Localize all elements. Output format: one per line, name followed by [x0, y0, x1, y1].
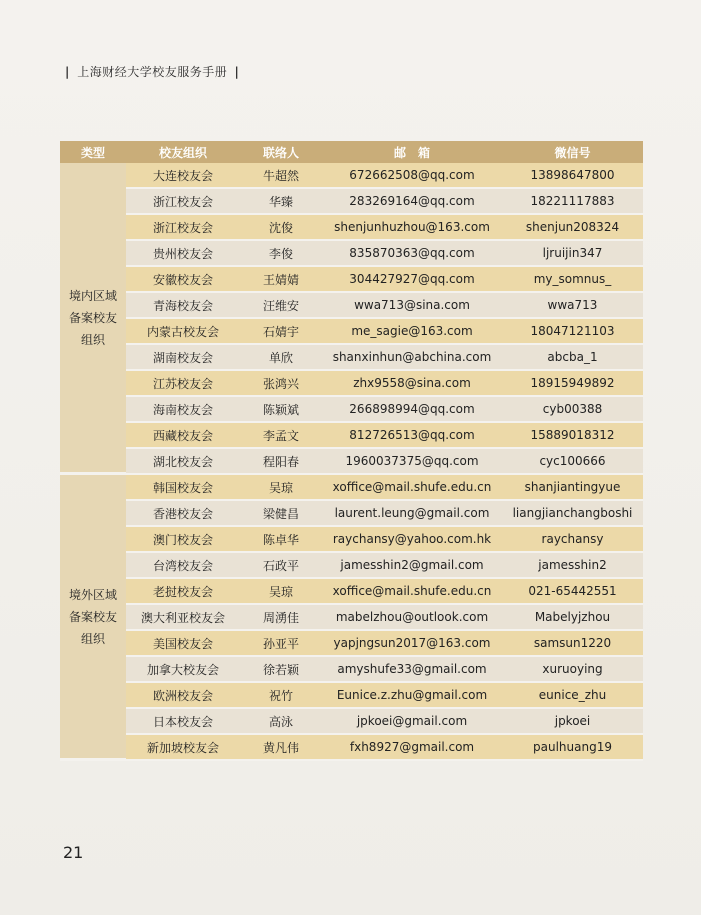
- type-label-line: 备案校友: [68, 310, 117, 325]
- email-cell: fxh8927@gmail.com: [322, 735, 502, 761]
- contact-cell: 程阳春: [240, 449, 322, 475]
- table-row: [60, 215, 643, 241]
- email-cell: 1960037375@qq.com: [322, 449, 502, 475]
- wechat-cell: Mabelyjzhou: [502, 605, 643, 631]
- table-row: [60, 449, 643, 475]
- wechat-cell: xuruoying: [502, 657, 643, 683]
- contact-cell: 石政平: [240, 553, 322, 579]
- table-row: [60, 501, 643, 527]
- email-cell: mabelzhou@outlook.com: [322, 605, 502, 631]
- email-cell: Eunice.z.zhu@gmail.com: [322, 683, 502, 709]
- contact-cell: 王婧婧: [240, 267, 322, 293]
- contact-cell: 李孟文: [240, 423, 322, 449]
- wechat-cell: shenjun208324: [502, 215, 643, 241]
- contact-cell: 梁健昌: [240, 501, 322, 527]
- email-cell: yapjngsun2017@163.com: [322, 631, 502, 657]
- table-row: [60, 319, 643, 345]
- type-label-line: 组织: [80, 332, 105, 347]
- wechat-cell: 13898647800: [502, 163, 643, 189]
- wechat-cell: raychansy: [502, 527, 643, 553]
- contact-cell: 吴琼: [240, 579, 322, 605]
- header-bar-left: |: [65, 65, 70, 79]
- column-header-wechat: 微信号: [502, 141, 643, 163]
- email-cell: 266898994@qq.com: [322, 397, 502, 423]
- email-cell: zhx9558@sina.com: [322, 371, 502, 397]
- contact-cell: 陈卓华: [240, 527, 322, 553]
- page-number: 21: [63, 843, 84, 862]
- wechat-cell: samsun1220: [502, 631, 643, 657]
- organization-cell: 老挝校友会: [126, 579, 240, 605]
- organization-cell: 澳门校友会: [126, 527, 240, 553]
- table-row: [60, 345, 643, 371]
- table-row: [60, 397, 643, 423]
- table-row: [60, 631, 643, 657]
- organization-cell: 西藏校友会: [126, 423, 240, 449]
- table-row: [60, 579, 643, 605]
- wechat-cell: 15889018312: [502, 423, 643, 449]
- type-cell: [60, 475, 126, 761]
- table-row: [60, 371, 643, 397]
- wechat-cell: paulhuang19: [502, 735, 643, 761]
- header-bar-right: |: [234, 65, 240, 79]
- type-cell: [60, 163, 126, 475]
- wechat-cell: wwa713: [502, 293, 643, 319]
- wechat-cell: abcba_1: [502, 345, 643, 371]
- wechat-cell: liangjianchangboshi: [502, 501, 643, 527]
- table-row: [60, 657, 643, 683]
- table-row: [60, 423, 643, 449]
- organization-cell: 日本校友会: [126, 709, 240, 735]
- wechat-cell: eunice_zhu: [502, 683, 643, 709]
- wechat-cell: ljruijin347: [502, 241, 643, 267]
- email-cell: amyshufe33@gmail.com: [322, 657, 502, 683]
- running-header: [62, 63, 242, 80]
- email-cell: wwa713@sina.com: [322, 293, 502, 319]
- column-header-email: 邮 箱: [322, 141, 502, 163]
- wechat-cell: 18221117883: [502, 189, 643, 215]
- contact-cell: 牛超然: [240, 163, 322, 189]
- organization-cell: 新加坡校友会: [126, 735, 240, 761]
- table-row: [60, 527, 643, 553]
- table-row: [60, 553, 643, 579]
- email-cell: shenjunhuzhou@163.com: [322, 215, 502, 241]
- email-cell: 283269164@qq.com: [322, 189, 502, 215]
- table-row: [60, 189, 643, 215]
- table-row: [60, 709, 643, 735]
- organization-cell: 美国校友会: [126, 631, 240, 657]
- wechat-cell: 021-65442551: [502, 579, 643, 605]
- table-row: [60, 293, 643, 319]
- email-cell: 835870363@qq.com: [322, 241, 502, 267]
- organization-cell: 江苏校友会: [126, 371, 240, 397]
- email-cell: jamesshin2@gmail.com: [322, 553, 502, 579]
- table-header-row: [60, 141, 643, 163]
- email-cell: jpkoei@gmail.com: [322, 709, 502, 735]
- organization-cell: 欧洲校友会: [126, 683, 240, 709]
- organization-cell: 贵州校友会: [126, 241, 240, 267]
- table-row: [60, 735, 643, 761]
- organization-cell: 湖北校友会: [126, 449, 240, 475]
- table-row: [60, 241, 643, 267]
- contact-cell: 周湧佳: [240, 605, 322, 631]
- organization-cell: 湖南校友会: [126, 345, 240, 371]
- email-cell: laurent.leung@gmail.com: [322, 501, 502, 527]
- organization-cell: 澳大利亚校友会: [126, 605, 240, 631]
- organization-cell: 大连校友会: [126, 163, 240, 189]
- email-cell: 672662508@qq.com: [322, 163, 502, 189]
- table-row: [60, 163, 643, 189]
- column-header-contact: 联络人: [240, 141, 322, 163]
- email-cell: xoffice@mail.shufe.edu.cn: [322, 475, 502, 501]
- organization-cell: 加拿大校友会: [126, 657, 240, 683]
- alumni-contact-table: [60, 141, 643, 761]
- organization-cell: 海南校友会: [126, 397, 240, 423]
- organization-cell: 香港校友会: [126, 501, 240, 527]
- type-label-line: 备案校友: [68, 609, 117, 624]
- table-row: [60, 475, 643, 501]
- contact-cell: 吴琼: [240, 475, 322, 501]
- wechat-cell: my_somnus_: [502, 267, 643, 293]
- contact-cell: 单欣: [240, 345, 322, 371]
- column-header-organization: 校友组织: [126, 141, 240, 163]
- type-label-line: 组织: [80, 631, 105, 646]
- email-cell: raychansy@yahoo.com.hk: [322, 527, 502, 553]
- contact-cell: 沈俊: [240, 215, 322, 241]
- contact-cell: 祝竹: [240, 683, 322, 709]
- contact-cell: 张鸿兴: [240, 371, 322, 397]
- wechat-cell: jpkoei: [502, 709, 643, 735]
- table-row: [60, 267, 643, 293]
- contact-cell: 华臻: [240, 189, 322, 215]
- table-row: [60, 605, 643, 631]
- contact-cell: 黄凡伟: [240, 735, 322, 761]
- contact-cell: 李俊: [240, 241, 322, 267]
- wechat-cell: cyb00388: [502, 397, 643, 423]
- organization-cell: 台湾校友会: [126, 553, 240, 579]
- contact-cell: 孙亚平: [240, 631, 322, 657]
- column-header-type: 类型: [60, 141, 126, 163]
- email-cell: me_sagie@163.com: [322, 319, 502, 345]
- email-cell: 812726513@qq.com: [322, 423, 502, 449]
- organization-cell: 安徽校友会: [126, 267, 240, 293]
- organization-cell: 韩国校友会: [126, 475, 240, 501]
- contact-cell: 徐若颖: [240, 657, 322, 683]
- organization-cell: 浙江校友会: [126, 215, 240, 241]
- contact-cell: 石婧宇: [240, 319, 322, 345]
- organization-cell: 浙江校友会: [126, 189, 240, 215]
- wechat-cell: shanjiantingyue: [502, 475, 643, 501]
- contact-cell: 汪维安: [240, 293, 322, 319]
- wechat-cell: 18915949892: [502, 371, 643, 397]
- organization-cell: 青海校友会: [126, 293, 240, 319]
- type-label-line: 境内区域: [68, 288, 117, 303]
- organization-cell: 内蒙古校友会: [126, 319, 240, 345]
- wechat-cell: 18047121103: [502, 319, 643, 345]
- handbook-title: 上海财经大学校友服务手册: [77, 65, 228, 79]
- type-label-line: 境外区域: [68, 587, 117, 602]
- email-cell: xoffice@mail.shufe.edu.cn: [322, 579, 502, 605]
- contact-cell: 陈颖斌: [240, 397, 322, 423]
- table-body: [60, 163, 643, 761]
- email-cell: 304427927@qq.com: [322, 267, 502, 293]
- wechat-cell: cyc100666: [502, 449, 643, 475]
- email-cell: shanxinhun@abchina.com: [322, 345, 502, 371]
- table-row: [60, 683, 643, 709]
- contact-cell: 高泳: [240, 709, 322, 735]
- wechat-cell: jamesshin2: [502, 553, 643, 579]
